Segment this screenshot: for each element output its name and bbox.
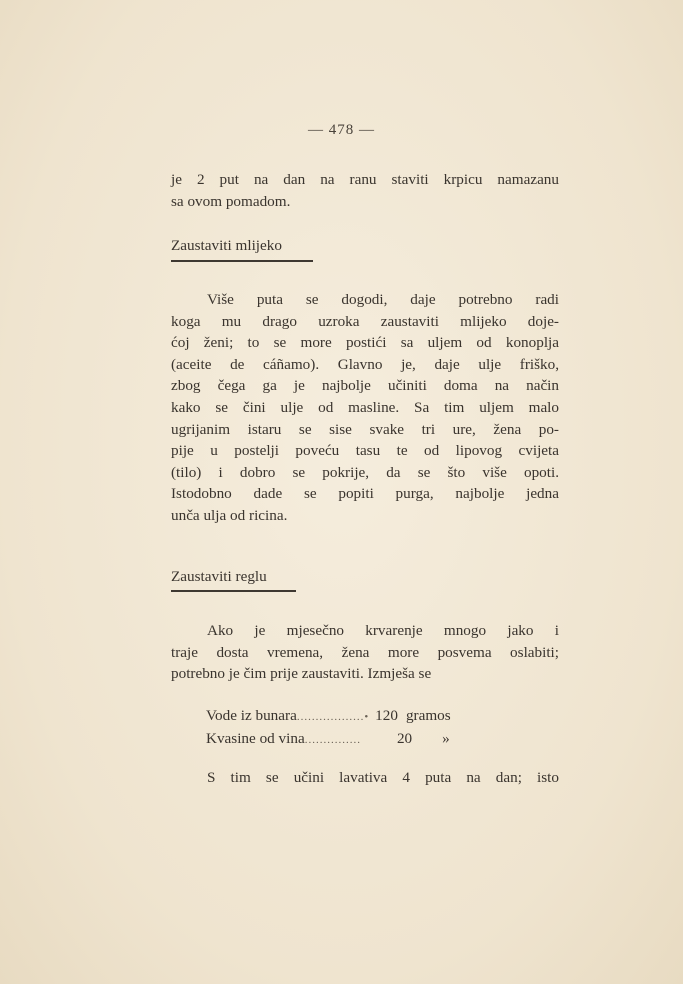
recipe-list: [206, 705, 546, 751]
section-heading-mlijeko: Zaustaviti mlijeko: [171, 237, 282, 254]
text-line: S tim se učini lavativa 4 puta na dan; isto: [207, 769, 559, 786]
section-heading-reglu: Zaustaviti reglu: [171, 568, 267, 585]
paragraph-mlijeko: [171, 289, 559, 527]
text-line: Više puta se dogodi, daje potrebno radi: [207, 291, 559, 308]
text-line: (tilo) i dobro se pokrije, da se što više opoti.: [171, 463, 559, 481]
recipe-row: [206, 728, 546, 751]
recipe-row: [206, 705, 546, 728]
leader-dots: ..................•: [296, 711, 370, 723]
ingredient-quantity: 20: [396, 730, 413, 747]
text-line: pije u postelji poveću tasu te od lipovog cvijeta: [171, 442, 559, 460]
leader-dots: ...............: [304, 734, 361, 746]
text-line: je 2 put na dan na ranu staviti krpicu namazanu: [171, 171, 559, 188]
text-line: koga mu drago uzroka zaustaviti mlijeko doje-: [171, 312, 559, 330]
text-line: potrebno je čim prije zaustaviti. Izmješa se: [171, 665, 432, 683]
text-line: Istodobno dade se popiti purga, najbolje jedna: [171, 485, 559, 503]
ingredient-unit: gramos: [405, 707, 451, 724]
page-number: — 478 —: [308, 122, 375, 138]
intro-paragraph: [171, 169, 559, 212]
ingredient-name: Vode iz bunara: [206, 707, 297, 724]
ingredient-unit: »: [442, 730, 450, 747]
text-line: unča ulja od ricina.: [171, 506, 288, 524]
ingredient-quantity: 120: [375, 707, 398, 724]
text-line: kako se čini ulje od masline. Sa tim uljem malo: [171, 398, 559, 416]
text-line: sa ovom pomadom.: [171, 192, 291, 210]
text-line: zbog čega ga je najbolje učiniti doma na način: [171, 377, 559, 395]
text-line: (aceite de cáñamo). Glavno je, daje ulje friško,: [171, 355, 559, 373]
ingredient-name: Kvasine od vina: [206, 730, 305, 747]
text-line: Ako je mjesečno krvarenje mnogo jako i: [207, 622, 559, 639]
closing-paragraph: [171, 767, 559, 789]
text-line: ugrijanim istaru se sise svake tri ure, žena po-: [171, 420, 559, 438]
heading-underline: [171, 260, 313, 262]
paragraph-reglu: [171, 620, 559, 685]
text-line: ćoj ženi; to se more postići sa uljem od konoplja: [171, 334, 559, 352]
heading-underline: [171, 590, 296, 592]
text-line: traje dosta vremena, žena more posvema oslabiti;: [171, 643, 559, 661]
